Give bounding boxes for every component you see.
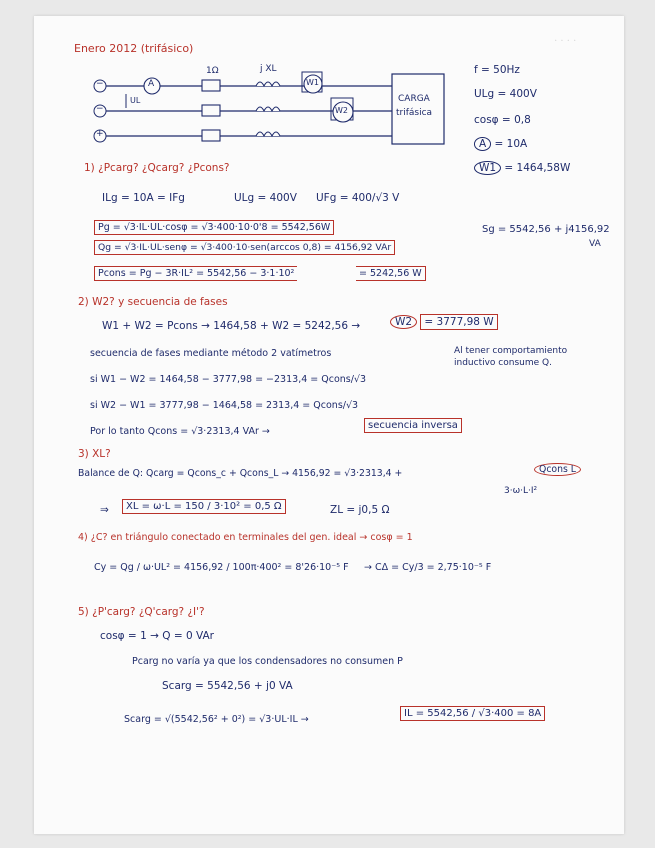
q1-reactive-power: Qg = √3·IL·UL·senφ = √3·400·10·sen(arccos 0,8) = 4156,92 VAr (94, 242, 395, 253)
given-ammeter-reading (474, 138, 527, 150)
ammeter-symbol: A (474, 137, 491, 151)
question-3-title: 3) XL? (78, 448, 111, 460)
q5-apparent-power: Scarg = 5542,56 + j0 VA (162, 680, 293, 692)
document-page (34, 16, 624, 834)
source-2-sign: − (96, 104, 104, 114)
given-wattmeter-reading (474, 162, 570, 174)
q2-conclusion: Por lo tanto Qcons = √3·2313,4 VAr → (90, 426, 270, 437)
q5-apparent-magnitude: Scarg = √(5542,56² + 0²) = √3·UL·IL → (124, 714, 309, 725)
q2-inductive-note-1: Al tener comportamiento (454, 346, 568, 356)
q1-phase-voltage: UFg = 400/√3 V (316, 192, 400, 204)
source-3-sign: + (96, 129, 104, 139)
q5-unity-pf: cosφ = 1 → Q = 0 VAr (100, 630, 214, 642)
q2-case-1: si W1 − W2 = 1464,58 − 3777,98 = −2313,4 = Qcons/√3 (90, 374, 367, 385)
reactance-label: j XL (260, 64, 277, 74)
q3-qcons: Qcons L (534, 464, 581, 475)
question-4-title: 4) ¿C? en triángulo conectado en terminales del gen. ideal → cosφ = 1 (78, 532, 413, 543)
q2-inductive-note-2: inductivo consume Q. (454, 358, 552, 368)
resistor-label: 1Ω (206, 66, 219, 76)
q4-delta-capacitance: → CΔ = Cy/3 = 2,75·10⁻⁵ F (364, 562, 492, 573)
q1-line-voltage: ULg = 400V (234, 192, 297, 204)
q2-sequence-result: secuencia inversa (364, 420, 462, 431)
w2-meter-label: W2 (335, 106, 348, 115)
q1-consumed-power: Pcons = Pg − 3R·IL² = 5542,56 − 3·1·10² (94, 268, 297, 279)
w1-meter-label: W1 (306, 78, 319, 87)
given-w1-value: = 1464,58W (504, 162, 571, 174)
q2-wattmeter-sum: W1 + W2 = Pcons → 1464,58 + W2 = 5242,56 → (102, 320, 361, 332)
ammeter-label: A (148, 79, 155, 89)
q3-impedance: ZL = j0,5 Ω (330, 504, 390, 516)
q2-w2-result: W2 = 3777,98 W (390, 316, 498, 328)
question-5-title: 5) ¿P'carg? ¿Q'carg? ¿I'? (78, 606, 205, 618)
q3-balance: Balance de Q: Qcarg = Qcons_c + Qcons_L → 4156,92 = √3·2313,4 + (78, 468, 403, 479)
q1-consumed-value: = 5242,56 W (356, 268, 426, 279)
load-label-1: CARGA (398, 94, 430, 104)
q5-power-note: Pcarg no varía ya que los condensadores no consumen P (132, 656, 403, 667)
q2-method-note: secuencia de fases mediante método 2 vatímetros (90, 348, 332, 359)
given-power-factor: cosφ = 0,8 (474, 114, 531, 126)
source-1-sign: − (96, 79, 104, 89)
q1-current: ILg = 10A = IFg (102, 192, 185, 204)
q1-apparent-power: Sg = 5542,56 + j4156,92 (482, 224, 610, 235)
page-title: Enero 2012 (trifásico) (74, 42, 194, 55)
q4-star-capacitance: Cy = Qg / ω·UL² = 4156,92 / 100π·400² = 8'26·10⁻⁵ F (94, 562, 349, 573)
given-frequency: f = 50Hz (474, 64, 520, 76)
load-label-2: trifásica (396, 108, 433, 118)
q2-case-2: si W2 − W1 = 3777,98 − 1464,58 = 2313,4 = Qcons/√3 (90, 400, 359, 411)
question-2-title: 2) W2? y secuencia de fases (78, 296, 228, 308)
q1-apparent-unit: VA (589, 239, 601, 249)
bleed-through: · · · · (554, 36, 577, 47)
q1-active-power: Pg = √3·IL·UL·cosφ = √3·400·10·0'8 = 5542,56W (94, 222, 334, 233)
w1-symbol: W1 (474, 161, 501, 175)
given-voltage: ULg = 400V (474, 88, 537, 100)
given-current: = 10A (494, 138, 528, 150)
q5-current-result: IL = 5542,56 / √3·400 = 8A (400, 708, 545, 719)
question-1-title: 1) ¿Pcarg? ¿Qcarg? ¿Pcons? (84, 162, 230, 174)
q3-arrow: ⇒ (100, 504, 109, 516)
q3-denominator: 3·ω·L·I² (504, 486, 538, 496)
line-voltage-label: UL (130, 96, 141, 105)
q3-xl-result: XL = ω·L = 150 / 3·10² = 0,5 Ω (122, 501, 286, 512)
